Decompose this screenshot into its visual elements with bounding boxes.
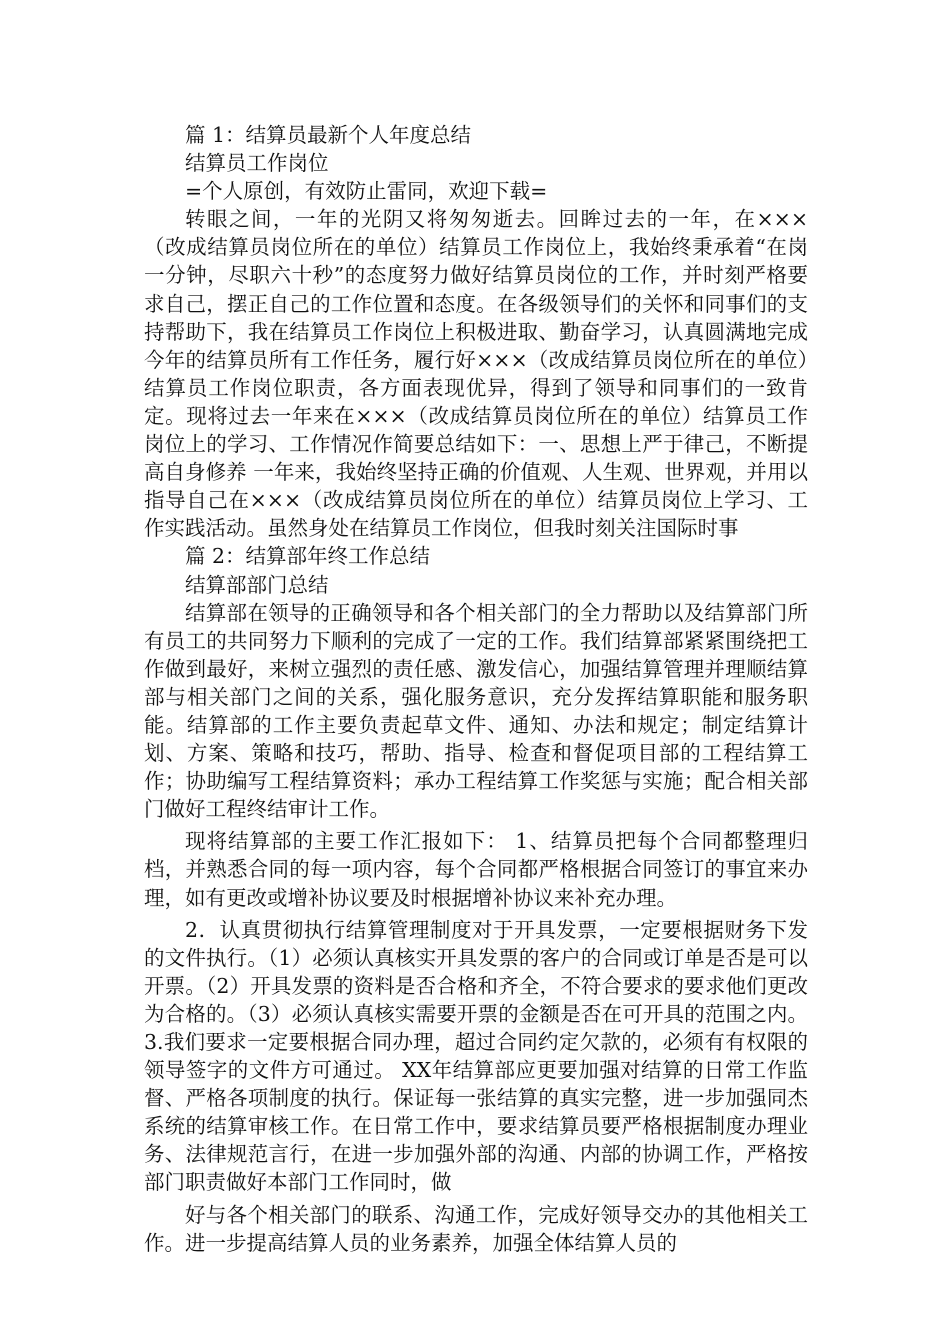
section-1-body: 转眼之间，一年的光阴又将匆匆逝去。回眸过去的一年，在×××（改成结算员岗位所在的单位）结算员工作岗位上，我始终秉承着“在岗一分钟，尽职六十秒”的态度努力做好结算员岗位的工作，并时刻严格要求自己，摆正自己的工作位置和态度。在各级领导们的关怀和同事们的支持帮助下，我在结算员工作岗位上积极进取、勤奋学习，认真圆满地完成今年的结算员所有工作任务，履行好×××（改成结算员岗位所在的单位）结算员工作岗位职责，各方面表现优异，得到了领导和同事们的一致肯定。现将过去一年来在×××（改成结算员岗位所在的单位）结算员工作岗位上的学习、工作情况作简要总结如下：一、思想上严于律己，不断提高自身修养 一年来，我始终坚持正确的价值观、人生观、世界观，并用以指导自己在×××（改成结算员岗位所在的单位）结算员岗位上学习、工作实践活动。虽然身处在结算员工作岗位，但我时刻关注国际时事	[144, 207, 808, 541]
section-1-title: 篇 1：结算员最新个人年度总结	[185, 123, 472, 147]
section-1-subtitle: 结算员工作岗位	[185, 151, 329, 176]
section-2-title: 篇 2：结算部年终工作总结	[185, 544, 431, 569]
document-body	[144, 121, 808, 1257]
section-2-intro: 结算部在领导的正确领导和各个相关部门的全力帮助以及结算部门所有员工的共同努力下顺利的完成了一定的工作。我们结算部紧紧围绕把工作做到最好，来树立强烈的责任感、激发信心，加强结算管理并理顺结算部与相关部门之间的关系，强化服务意识，充分发挥结算职能和服务职能。结算部的工作主要负责起草文件、通知、办法和规定；制定结算计划、方案、策略和技巧，帮助、指导、检查和督促项目部的工程结算工作；协助编写工程结算资料；承办工程结算工作奖惩与实施；配合相关部门做好工程终结审计工作。	[144, 600, 808, 822]
section-1-note: =个人原创，有效防止雷同，欢迎下载=	[185, 179, 548, 204]
section-2-subtitle: 结算部部门总结	[185, 572, 329, 597]
section-2-report-continued: 好与各个相关部门的联系、沟通工作，完成好领导交办的其他相关工作。进一步提高结算人员的业务素养，加强全体结算人员的	[144, 1202, 808, 1255]
section-2-report-item-1: 现将结算部的主要工作汇报如下： 1、结算员把每个合同都整理归档，并熟悉合同的每一项内容，每个合同都严格根据合同签订的事宜来办理，如有更改或增补协议要及时根据增补协议来补充办理。	[144, 829, 808, 910]
section-2-report-item-2: 2．认真贯彻执行结算管理制度对于开具发票，一定要根据财务下发的文件执行。（1）必须认真核实开具发票的客户的合同或订单是否是可以开票。（2）开具发票的资料是否合格和齐全，不符合要求的要求他们更改为合格的。（3）必须认真核实需要开票的金额是否在可开具的范围之内。 3.我们要求一定要根据合同办理，超过合同约定欠款的，必须有有权限的领导签字的文件方可通过。 XX年结算部应更要加强对结算的日常工作监督、严格各项制度的执行。保证每一张结算的真实完整，进一步加强同杰系统的结算审核工作。在日常工作中，要求结算员要严格根据制度办理业务、法律规范言行，在进一步加强外部的沟通、内部的协调工作，严格按部门职责做好本部门工作同时，做	[144, 917, 808, 1195]
